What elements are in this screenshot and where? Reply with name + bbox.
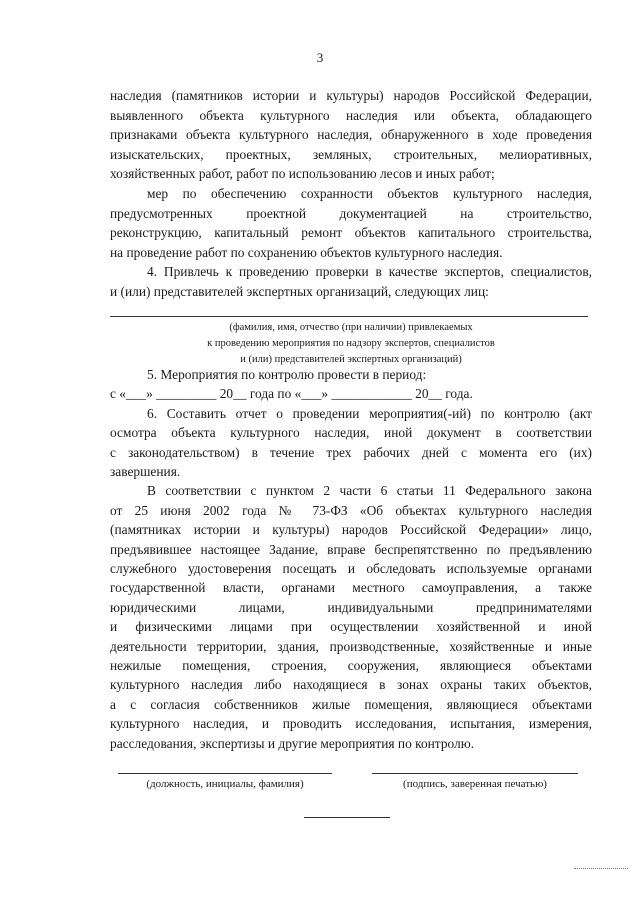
- text-line: признаками объекта культурного наследия, обнаруженного в ходе проведения: [110, 127, 592, 143]
- text-line: юридическими лицами, индивидуальными предпринимателями: [110, 599, 592, 615]
- experts-fill-line: [110, 316, 588, 317]
- text-line: и (или) представителей экспертных организаций, следующих лиц:: [110, 284, 489, 299]
- position-caption: (должность, инициалы, фамилия): [146, 778, 304, 790]
- text-line: деятельности территории, здания, производственные, хозяйственные и иные: [110, 638, 592, 654]
- text-line: предъявившее настоящее Задание, вправе беспрепятственно по предъявлению: [110, 541, 592, 557]
- text-line: изыскательских, проектных, земляных, строительных, мелиоративных,: [110, 146, 592, 162]
- page-corner-mark: [574, 868, 628, 869]
- text-line: 6. Составить отчет о проведении мероприятия(-ий) по контролю (акт: [147, 405, 592, 421]
- text-line: (памятниках истории и культуры) народов Российской Федерации» лицо,: [110, 522, 592, 538]
- text-line: наследия (памятников истории и культуры) народов Российской Федерации,: [110, 88, 592, 103]
- text-line: на проведение работ по сохранению объектов культурного наследия.: [110, 244, 503, 260]
- text-line: расследования, экспертизы и другие мероприятия по контролю.: [110, 735, 475, 751]
- text-line: предусмотренных проектной документацией на строительство,: [110, 205, 592, 221]
- text-line: реконструкцию, капитальный ремонт объектов капитального строительства,: [110, 225, 592, 241]
- text-line: и физическими лицами при осуществлении хозяйственной и иной: [110, 619, 592, 635]
- text-line: а с согласия собственников жилые помещения, являющиеся объектами: [110, 696, 592, 712]
- text-line: завершения.: [110, 464, 181, 479]
- signature-caption: (подпись, заверенная печатью): [403, 778, 547, 790]
- text-line: мер по обеспечению сохранности объектов культурного наследия,: [147, 186, 592, 201]
- caption-line: к проведению мероприятия по надзору экспертов, специалистов: [207, 338, 495, 349]
- text-line: 5. Мероприятия по контролю провести в период:: [147, 367, 427, 382]
- text-line: хозяйственных работ, работ по использованию лесов и иных работ;: [110, 166, 495, 182]
- text-line: государственной власти, органами местного самоуправления, а также: [110, 580, 592, 596]
- text-line: культурного наследия, и проводить исследования, испытания, измерения,: [110, 716, 592, 732]
- signature-sign-line: [372, 773, 578, 774]
- text-line: служебного удостоверения посещать и обследовать используемые органами: [110, 561, 592, 576]
- text-line: осмотра объекта культурного наследия, иной документ в соответствии: [110, 425, 592, 441]
- text-line: выявленного объекта культурного наследия или объекта, обладающего: [110, 107, 592, 123]
- caption-line: (фамилия, имя, отчество (при наличии) привлекаемых: [229, 322, 473, 333]
- text-line: нежилые помещения, строения, сооружения, являющиеся объектами: [110, 658, 592, 673]
- text-line: от 25 июня 2002 года № 73-ФЗ «Об объектах культурного наследия: [110, 502, 592, 518]
- caption-line: и (или) представителей экспертных организаций): [240, 354, 462, 365]
- text-line: В соответствии с пунктом 2 части 6 статьи 11 Федерального закона: [147, 483, 592, 499]
- position-sign-line: [118, 773, 332, 774]
- text-line: с «___» _________ 20__ года по «___» ____________ 20__ года.: [110, 386, 473, 402]
- page-number: 3: [316, 50, 324, 65]
- text-line: культурного наследия либо находящиеся в зонах охраны таких объектов,: [110, 677, 592, 693]
- text-line: с законодательством) в течение трех рабочих дней с момента его (их): [110, 444, 592, 460]
- text-line: 4. Привлечь к проведению проверки в качестве экспертов, специалистов,: [147, 264, 592, 280]
- closing-rule: [304, 817, 390, 818]
